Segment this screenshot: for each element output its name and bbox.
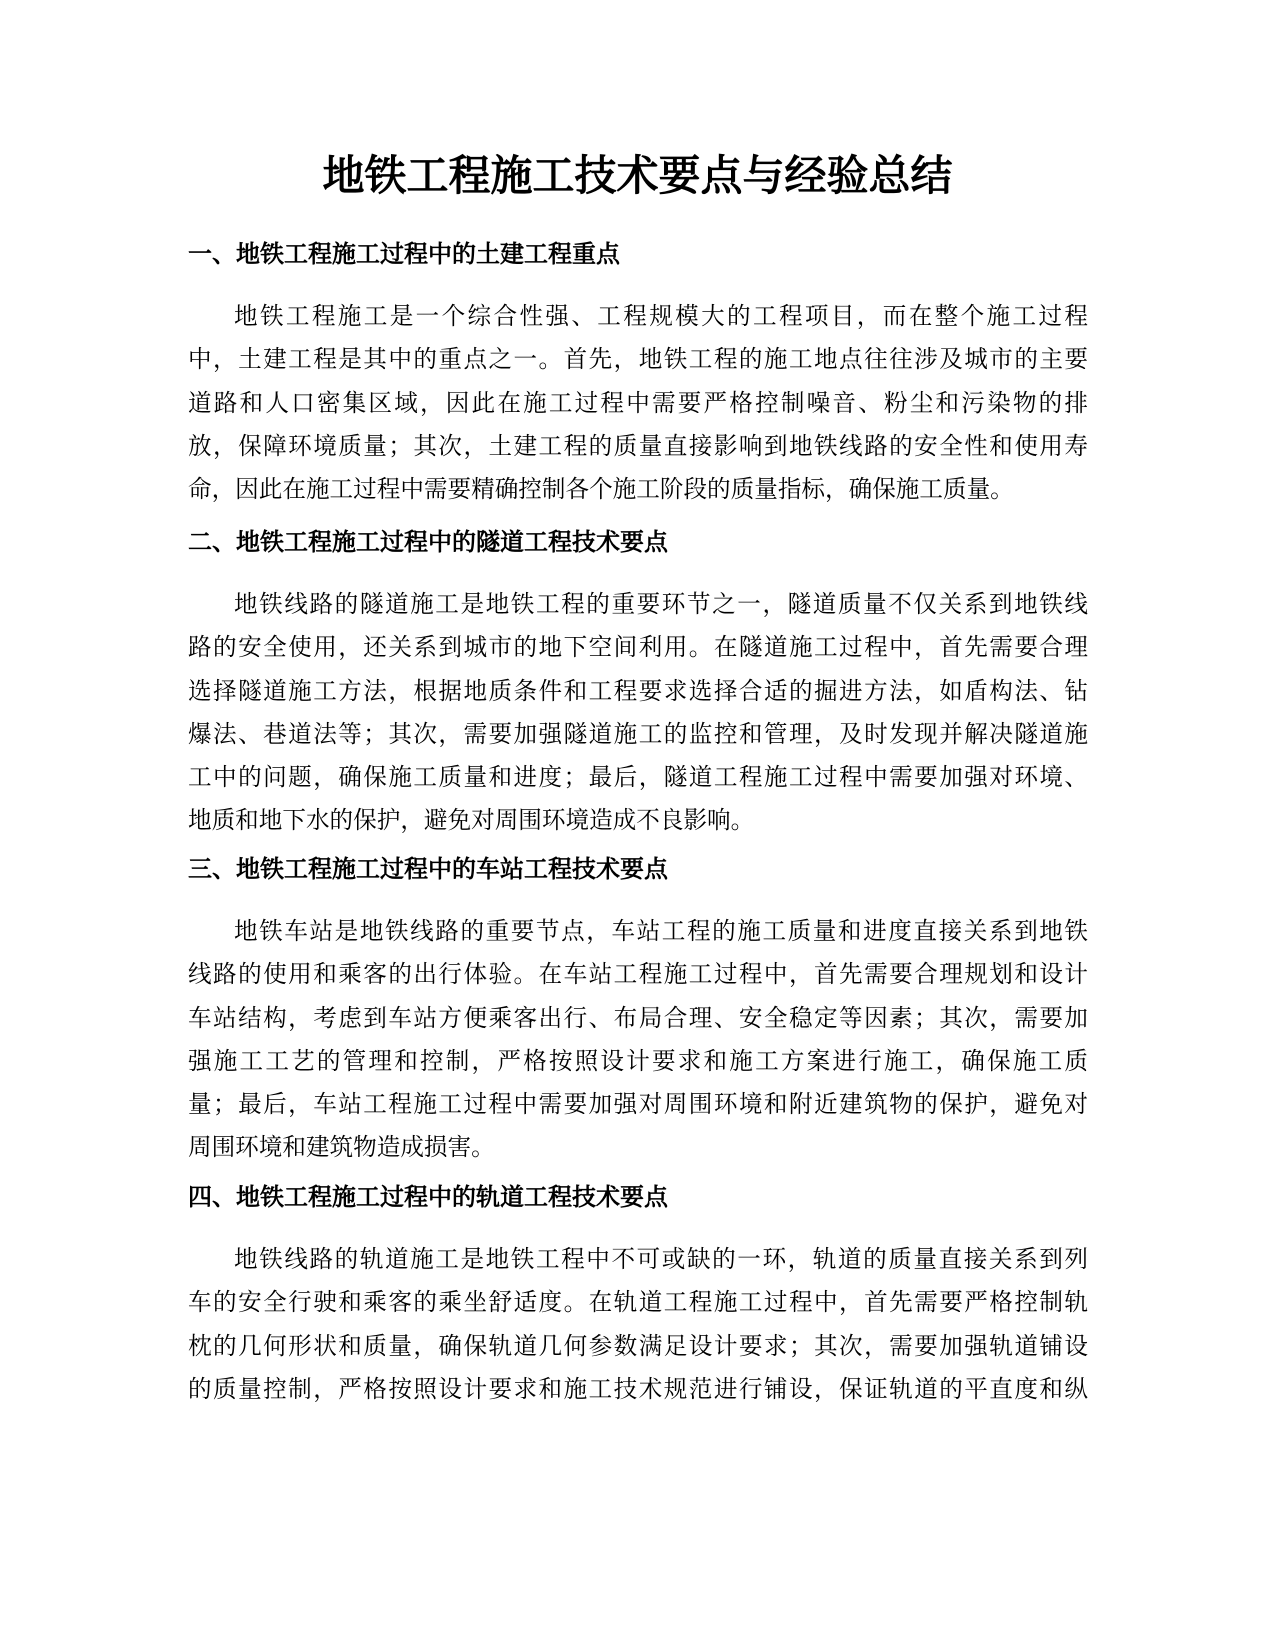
section-paragraph-2 [188, 583, 1088, 843]
paragraph-line: 道路和人口密集区域，因此在施工过程中需要严格控制噪音、粉尘和污染物的排 [188, 388, 1088, 417]
section-heading-3: 三、地铁工程施工过程中的车站工程技术要点 [188, 855, 668, 883]
paragraph-line: 命，因此在施工过程中需要精确控制各个施工阶段的质量指标，确保施工质量。 [188, 475, 1014, 504]
paragraph-line: 中，土建工程是其中的重点之一。首先，地铁工程的施工地点往往涉及城市的主要 [188, 345, 1088, 374]
paragraph-line: 枕的几何形状和质量，确保轨道几何参数满足设计要求；其次，需要加强轨道铺设 [188, 1331, 1088, 1360]
paragraph-line: 地铁车站是地铁线路的重要节点，车站工程的施工质量和进度直接关系到地铁 [234, 917, 1088, 945]
paragraph-line: 地铁工程施工是一个综合性强、工程规模大的工程项目，而在整个施工过程 [234, 302, 1088, 330]
paragraph-line: 的质量控制，严格按照设计要求和施工技术规范进行铺设，保证轨道的平直度和纵 [188, 1374, 1088, 1403]
section-heading-2: 二、地铁工程施工过程中的隧道工程技术要点 [188, 528, 668, 556]
paragraph-line: 周围环境和建筑物造成损害。 [188, 1133, 495, 1162]
document-title: 地铁工程施工技术要点与经验总结 [322, 151, 953, 200]
paragraph-line: 车站结构，考虑到车站方便乘客出行、布局合理、安全稳定等因素；其次，需要加 [188, 1003, 1088, 1032]
paragraph-line: 地质和地下水的保护，避免对周围环境造成不良影响。 [188, 806, 755, 835]
paragraph-line: 地铁线路的轨道施工是地铁工程中不可或缺的一环，轨道的质量直接关系到列 [234, 1245, 1088, 1273]
section-heading-4: 四、地铁工程施工过程中的轨道工程技术要点 [188, 1183, 668, 1211]
paragraph-line: 强施工工艺的管理和控制，严格按照设计要求和施工方案进行施工，确保施工质 [188, 1046, 1088, 1075]
section-paragraph-4 [188, 1238, 1088, 1411]
paragraph-line: 线路的使用和乘客的出行体验。在车站工程施工过程中，首先需要合理规划和设计 [188, 960, 1088, 989]
paragraph-line: 爆法、巷道法等；其次，需要加强隧道施工的监控和管理，及时发现并解决隧道施 [188, 719, 1088, 748]
paragraph-line: 选择隧道施工方法，根据地质条件和工程要求选择合适的掘进方法，如盾构法、钻 [188, 676, 1088, 705]
section-paragraph-1 [188, 295, 1088, 511]
section-heading-1: 一、地铁工程施工过程中的土建工程重点 [188, 240, 620, 268]
paragraph-line: 路的安全使用，还关系到城市的地下空间利用。在隧道施工过程中，首先需要合理 [188, 633, 1088, 662]
paragraph-line: 车的安全行驶和乘客的乘坐舒适度。在轨道工程施工过程中，首先需要严格控制轨 [188, 1288, 1088, 1317]
paragraph-line: 地铁线路的隧道施工是地铁工程的重要环节之一，隧道质量不仅关系到地铁线 [234, 590, 1088, 618]
paragraph-line: 工中的问题，确保施工质量和进度；最后，隧道工程施工过程中需要加强对环境、 [188, 763, 1088, 792]
paragraph-line: 量；最后，车站工程施工过程中需要加强对周围环境和附近建筑物的保护，避免对 [188, 1090, 1088, 1119]
paragraph-line: 放，保障环境质量；其次，土建工程的质量直接影响到地铁线路的安全性和使用寿 [188, 431, 1088, 460]
section-paragraph-3 [188, 910, 1088, 1170]
